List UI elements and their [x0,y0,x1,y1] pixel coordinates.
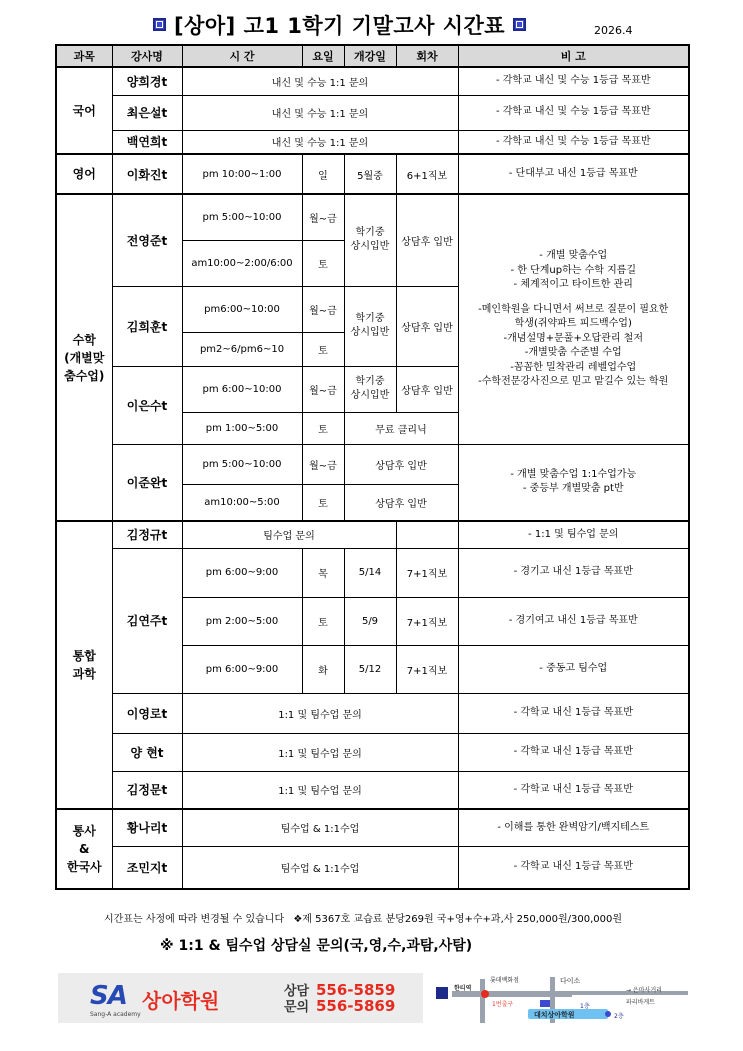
table-row [56,809,689,846]
square-bullet-icon [153,18,166,31]
subject-korean: 국어 [56,67,112,154]
teacher-name: 김연주t [112,548,182,693]
schedule-table [55,44,690,890]
time-cell: pm 1:00~5:00 [182,412,302,444]
memo-cell: - 각학교 내신 1등급 목표반 [458,733,689,771]
table-row [56,548,689,597]
teacher-name: 양희경t [112,67,182,95]
table-row [56,693,689,733]
academy-name: 상아학원 [142,989,220,1013]
header-row [56,45,689,67]
count-cell: 7+1직보 [396,597,458,645]
day-cell: 토 [302,484,344,521]
col-header-start: 개강일 [344,45,396,67]
time-cell: pm2~6/pm6~10 [182,332,302,366]
date-label: 2026.4 [594,24,633,37]
subject-science: 통합 과학 [56,521,112,809]
class-info: 내신 및 수능 1:1 문의 [182,67,458,95]
teacher-name: 이은수t [112,366,182,444]
time-cell: pm 6:00~9:00 [182,548,302,597]
subject-social: 통사 & 한국사 [56,809,112,889]
phone-number[interactable]: 556-5859 [316,981,396,999]
notice-line [104,910,622,925]
academy-subtitle: Sang-A academy [90,1011,141,1018]
memo-cell: - 각학교 내신 1등급 목표반 [458,846,689,889]
class-info: 내신 및 수능 1:1 문의 [182,130,458,154]
start-cell: 5/12 [344,645,396,693]
start-cell: 학기중 상시입반 [344,194,396,286]
memo-cell: - 단대부고 내신 1등급 목표반 [458,154,689,194]
class-info: 팀수업 & 1:1수업 [182,846,458,889]
memo-cell: - 경기여고 내신 1등급 목표반 [458,597,689,645]
table-row [56,95,689,130]
teacher-name: 이영로t [112,693,182,733]
time-cell: pm 6:00~9:00 [182,645,302,693]
academy-logo-box [58,973,423,1023]
col-header-day: 요일 [302,45,344,67]
col-header-time: 시 간 [182,45,302,67]
page-title: [상아] 고1 1학기 기말고사 시간표 [145,10,534,40]
memo-cell: - 각학교 내신 및 수능 1등급 목표반 [458,67,689,95]
class-info: 팀수업 & 1:1수업 [182,809,458,846]
teacher-name: 양 현t [112,733,182,771]
memo-cell: - 개별 맞춤수업 - 한 단계up하는 수학 지름길 - 체계적이고 타이트한 관리 -메인학원을 다니면서 써브로 질문이 필요한 학생(쥐약파트 피드백수업) -개념설명+문풀+오답관리 철저 -개별맞춤 수준별 수업 -꼼꼼한 밀착관리 레벨업수업 -수학전문강사진으로 믿고 맡길수 있는 학원 [458,194,689,444]
table-row [56,771,689,809]
time-cell: pm6:00~10:00 [182,286,302,332]
memo-cell: - 1:1 및 팀수업 문의 [458,521,689,548]
day-cell: 화 [302,645,344,693]
start-cell: 학기중 상시입반 [344,286,396,366]
subject-english: 영어 [56,154,112,194]
count-cell: 7+1직보 [396,548,458,597]
subject-math: 수학 (개별맞 춤수업) [56,194,112,521]
contact-info: 상담 556-5859 문의 556-5869 [284,981,396,1015]
consult-cell: 상담후 입반 [344,484,458,521]
teacher-name: 이화진t [112,154,182,194]
table-row [56,733,689,771]
class-info: 팀수업 문의 [182,521,396,548]
count-cell: 상담후 입반 [396,194,458,286]
time-cell: pm 6:00~10:00 [182,366,302,412]
day-cell: 목 [302,548,344,597]
count-cell: 6+1직보 [396,154,458,194]
clinic-cell: 무료 클리닉 [344,412,458,444]
map-label: 파리바게트 [626,999,655,1006]
day-cell: 토 [302,597,344,645]
day-cell: 토 [302,240,344,286]
teacher-name: 최은설t [112,95,182,130]
day-cell: 월~금 [302,286,344,332]
time-cell: pm 10:00~1:00 [182,154,302,194]
table-row [56,67,689,95]
fee-notice: ❖제 5367호 교습료 분당269원 국+영+수+과,사 250,000원/300,000원 [293,914,622,925]
teacher-name: 백연희t [112,130,182,154]
class-info: 1:1 및 팀수업 문의 [182,771,458,809]
class-info: 1:1 및 팀수업 문의 [182,693,458,733]
day-cell: 월~금 [302,444,344,484]
class-info: 내신 및 수능 1:1 문의 [182,95,458,130]
table-row [56,130,689,154]
memo-cell: - 각학교 내신 및 수능 1등급 목표반 [458,95,689,130]
count-cell: 상담후 입반 [396,366,458,412]
map-label: 1층 [580,1003,590,1010]
square-bullet-icon [513,18,526,31]
table-row [56,521,689,548]
day-cell: 토 [302,412,344,444]
start-cell: 학기중 상시입반 [344,366,396,412]
table-row [56,846,689,889]
time-cell: am10:00~2:00/6:00 [182,240,302,286]
col-header-subject: 과목 [56,45,112,67]
map-label: 2층 [614,1013,624,1020]
teacher-name: 전영준t [112,194,182,286]
count-cell: 7+1직보 [396,645,458,693]
teacher-name: 조민지t [112,846,182,889]
time-cell: am10:00~5:00 [182,484,302,521]
day-cell: 월~금 [302,194,344,240]
teacher-name: 황나리t [112,809,182,846]
col-header-count: 회차 [396,45,458,67]
teacher-name: 김정문t [112,771,182,809]
teacher-name: 김정규t [112,521,182,548]
day-cell: 일 [302,154,344,194]
map-label: 1번출구 [492,1001,514,1008]
map-label: 다이소 [560,977,581,985]
table-row [56,444,689,484]
phone-number[interactable]: 556-5869 [316,997,396,1015]
map-label: → 은마사거리 [626,987,662,994]
change-notice: 시간표는 사정에 따라 변경될 수 있습니다 [104,914,285,925]
start-cell: 5/14 [344,548,396,597]
memo-cell: - 각학교 내신 및 수능 1등급 목표반 [458,130,689,154]
location-map [430,973,688,1023]
teacher-name: 이준완t [112,444,182,521]
col-header-memo: 비 고 [458,45,689,67]
start-cell: 5월중 [344,154,396,194]
day-cell: 월~금 [302,366,344,412]
memo-cell: - 중동고 팀수업 [458,645,689,693]
class-info: 1:1 및 팀수업 문의 [182,733,458,771]
count-cell: 상담후 입반 [396,286,458,366]
map-label: 한티역 [454,985,472,992]
day-cell: 토 [302,332,344,366]
col-header-teacher: 강사명 [112,45,182,67]
memo-cell: - 경기고 내신 1등급 목표반 [458,548,689,597]
memo-cell: - 각학교 내신 1등급 목표반 [458,771,689,809]
teacher-name: 김희훈t [112,286,182,366]
time-cell: pm 5:00~10:00 [182,444,302,484]
academy-logo-icon: SA [90,981,127,1011]
time-cell: pm 2:00~5:00 [182,597,302,645]
count-cell [396,521,458,548]
memo-cell: - 이해를 통한 완벽암기/백지테스트 [458,809,689,846]
memo-cell: - 개별 맞춤수업 1:1수업가능 - 중등부 개별맞춤 pt반 [458,444,689,521]
table-row [56,154,689,194]
map-label: 롯데백화점 [490,977,519,984]
table-row [56,194,689,240]
start-cell: 5/9 [344,597,396,645]
time-cell: pm 5:00~10:00 [182,194,302,240]
title-row [0,6,743,40]
memo-cell: - 각학교 내신 1등급 목표반 [458,693,689,733]
map-label: 대치상아학원 [534,1011,575,1019]
consult-cell: 상담후 입반 [344,444,458,484]
inquiry-notice: ※ 1:1 & 팀수업 상담실 문의(국,영,수,과탐,사탐) [160,938,473,954]
footer-banner [58,973,688,1023]
